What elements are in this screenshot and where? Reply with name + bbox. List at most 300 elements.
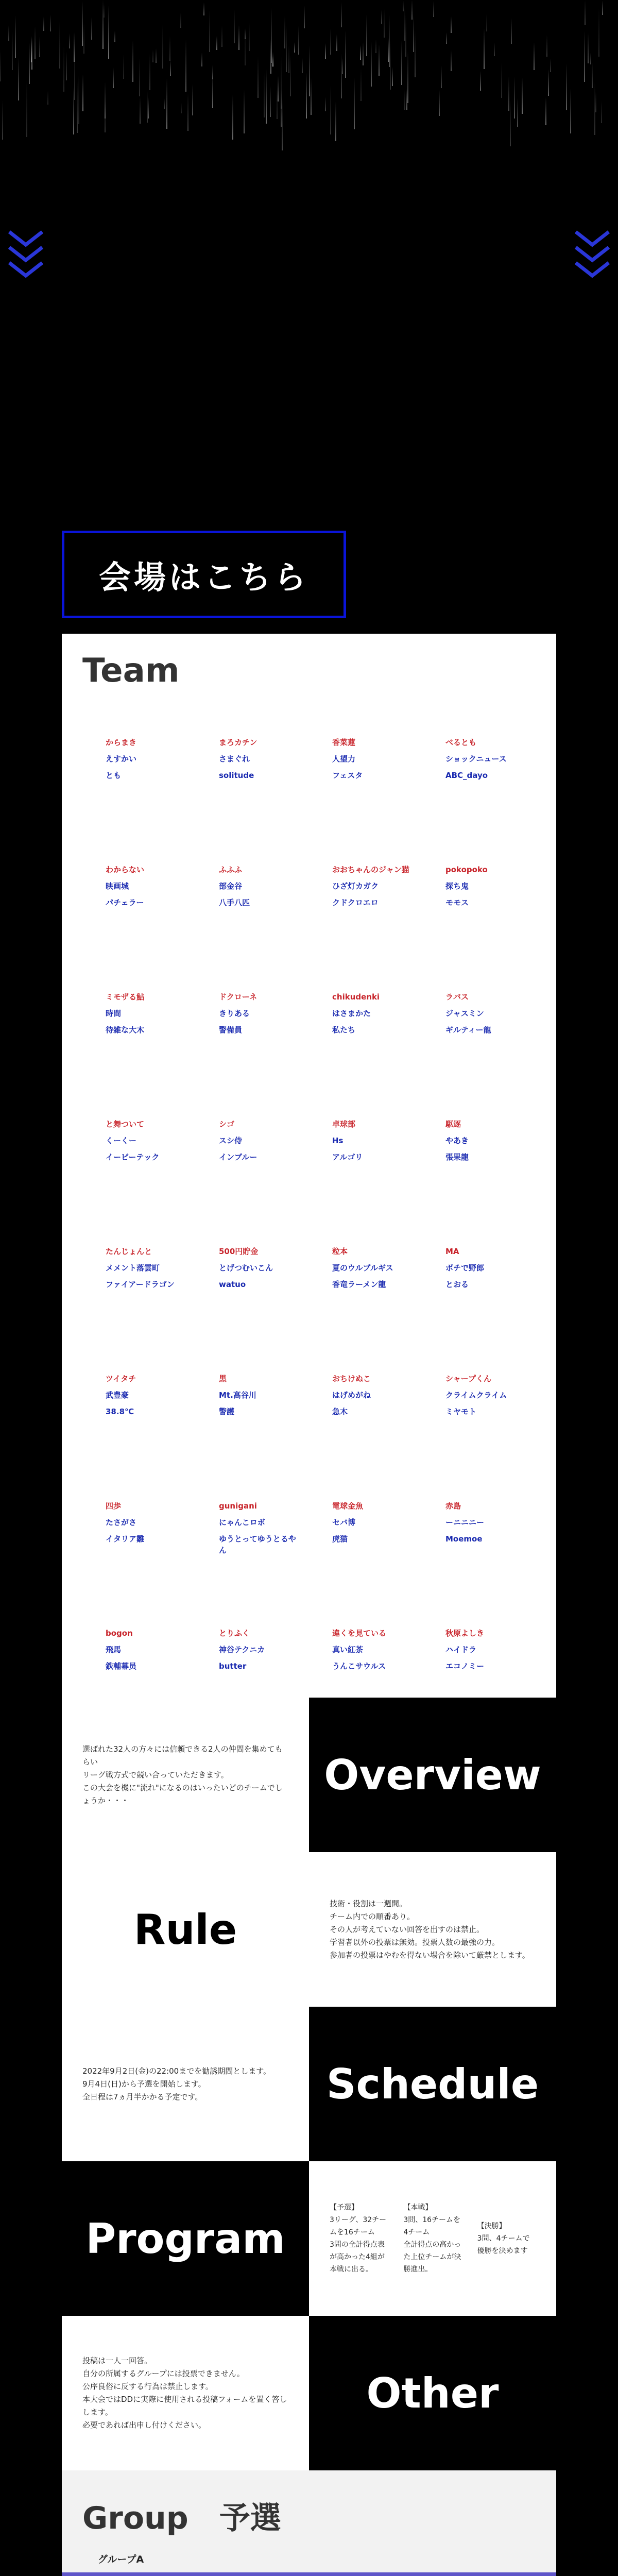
rain-streak [203, 3, 204, 15]
team-member: ハイドラ [445, 1645, 477, 1654]
team-section [62, 634, 556, 1698]
team-member: とも [106, 771, 122, 780]
column-header [185, 2572, 309, 2576]
team-leader: pokopoko [445, 865, 488, 874]
rain-streak [152, 49, 153, 62]
team-member: えすかい [106, 754, 137, 764]
rain-streak [570, 89, 571, 133]
team-leader: シャープくん [445, 1374, 491, 1383]
rain-streak [486, 14, 487, 31]
rain-streak [304, 5, 305, 28]
schedule-heading: Schedule [309, 2007, 556, 2161]
team-member: やあき [445, 1136, 469, 1145]
team-card [422, 991, 536, 1118]
rain-streak [451, 50, 452, 71]
team-member: 部金谷 [219, 882, 243, 891]
team-member: watuo [219, 1280, 246, 1289]
rain-streak [341, 53, 342, 98]
rain-streak [366, 14, 367, 56]
team-member: 探ち鬼 [445, 882, 469, 891]
team-card [82, 1246, 196, 1373]
rain-streak [139, 58, 140, 96]
schedule-text: 2022年9月2日(金)の22:00までを勧誘期間とします。 9月4日(日)から予選を開始します。 全日程は7ヵ月半かかる予定です。 [82, 2066, 271, 2102]
rain-streak [392, 67, 393, 86]
team-member: スシ侍 [219, 1136, 243, 1145]
team-leader: gunigani [219, 1501, 257, 1511]
team-member: 映画城 [106, 882, 129, 891]
rain-streak [288, 45, 289, 73]
team-member: ABC_dayo [445, 771, 488, 780]
program-final-text: 【決勝】 3問、4チームで優勝を決めます [477, 2222, 530, 2255]
team-card [309, 1246, 422, 1373]
team-member: うんこサウルス [332, 1662, 386, 1671]
team-leader: ツイタチ [106, 1374, 136, 1383]
rain-streak [91, 17, 92, 40]
team-card [196, 737, 309, 864]
rain-streak [82, 1, 83, 46]
team-member: クライムクライム [445, 1391, 507, 1400]
team-member: Mt.高谷川 [219, 1391, 256, 1400]
rain-streak [50, 14, 51, 31]
team-member: 香竜ラーメン龍 [332, 1280, 386, 1289]
team-leader: 電球金魚 [332, 1501, 364, 1511]
team-card [196, 1118, 309, 1246]
rain-streak [164, 98, 165, 109]
team-leader: chikudenki [332, 992, 380, 1002]
team-member: 待雑な大木 [106, 1025, 145, 1035]
team-card [82, 1118, 196, 1246]
team-leader: 赤島 [445, 1501, 461, 1511]
other-text-block [62, 2316, 309, 2470]
rain-streak [404, 90, 405, 110]
rain-streak [132, 40, 133, 82]
team-card [82, 991, 196, 1118]
team-member: きりある [219, 1009, 250, 1018]
team-member: はげめがね [332, 1391, 371, 1400]
team-member: 鉄輔幕员 [106, 1662, 137, 1671]
team-member: とおる [445, 1280, 469, 1289]
team-member: ファイアードラゴン [106, 1280, 175, 1289]
rule-text: 技術・役割は一週間。 チーム内での順番あり。 その人が考えていない回答を出すのは禁止。 学習者以外の投票は無効。投票人数の最強の力。 参加者の投票はやむを得ない場合を除いて厳禁とします。 [330, 1899, 530, 1960]
rain-streak [381, 10, 382, 24]
team-leader: 黒 [219, 1374, 227, 1383]
team-member: solitude [219, 771, 254, 780]
rain-streak [26, 81, 27, 137]
team-card [422, 864, 536, 991]
team-leader: ミモザる鮎 [106, 992, 145, 1002]
rule-text-block [309, 1852, 556, 2007]
rain-streak [371, 41, 372, 87]
rain-streak [494, 42, 495, 56]
rain-streak [298, 26, 299, 55]
rain-streak [302, 58, 303, 73]
team-leader: と舞ついて [106, 1120, 145, 1129]
rain-streak [325, 97, 326, 111]
rain-streak [290, 55, 291, 96]
rain-streak [480, 71, 481, 91]
rain-streak [149, 54, 150, 90]
team-member: 38.8℃ [106, 1407, 134, 1416]
rain-streak [201, 53, 202, 66]
team-member: さまぐれ [219, 754, 250, 764]
venue-label: 会場はこちら [98, 558, 309, 596]
team-leader: からまき [106, 738, 137, 747]
rain-streak [311, 78, 312, 115]
rain-streak [39, 37, 40, 57]
rain-streak [180, 12, 181, 28]
team-leader: とりふく [219, 1629, 250, 1638]
rain-streak [271, 8, 272, 63]
team-card [309, 1118, 422, 1246]
program-text-block [309, 2161, 556, 2316]
team-member: インブルー [219, 1153, 258, 1162]
rain-streak [360, 45, 361, 60]
team-card [196, 1246, 309, 1373]
rain-streak [550, 58, 551, 72]
rain-streak [330, 86, 331, 134]
rain-streak [511, 18, 512, 44]
team-member: 急木 [332, 1407, 348, 1416]
chevron-down-icon [5, 227, 46, 278]
rain-streak [35, 26, 36, 59]
team-member: イタリア雛 [106, 1534, 145, 1544]
rain-streak [216, 36, 217, 50]
rain-streak [8, 25, 9, 41]
rain-streak [281, 57, 282, 109]
team-member: 警護 [219, 1407, 235, 1416]
rain-streak [363, 42, 364, 65]
rain-streak [78, 75, 79, 124]
chevron-down-icon [572, 227, 613, 278]
team-member: エコノミー [445, 1662, 485, 1671]
rain-streak [113, 67, 114, 88]
rain-streak [185, 40, 186, 92]
team-member: ーニニニー [445, 1518, 485, 1527]
group-table [62, 2572, 556, 2576]
rain-streak [534, 42, 535, 70]
team-title: Team [82, 652, 180, 690]
rain-streak [341, 2, 342, 27]
rain-streak [244, 90, 245, 133]
rain-streak [238, 25, 239, 50]
rain-streak [306, 72, 307, 118]
rain-streak [82, 74, 83, 111]
team-card [422, 737, 536, 864]
rain-streak [510, 101, 511, 146]
rain-streak [284, 16, 285, 48]
team-card [82, 1500, 196, 1628]
rain-streak [413, 16, 414, 52]
rain-streak [156, 48, 157, 63]
team-member: くーくー [106, 1136, 137, 1145]
team-card [82, 1373, 196, 1500]
team-member: ゆうとってゆうとるやん [219, 1534, 296, 1555]
rain-streak [105, 82, 106, 118]
rain-streak [354, 77, 355, 129]
team-member: 八手八匹 [219, 898, 250, 907]
rain-streak [83, 23, 84, 54]
rain-streak [433, 1, 434, 17]
rain-streak [390, 41, 391, 90]
rain-streak [403, 1, 404, 11]
team-member: 時間 [106, 1009, 122, 1018]
team-leader: 四歩 [106, 1501, 122, 1511]
team-leader: bogon [106, 1629, 133, 1638]
rain-streak [517, 98, 518, 127]
rain-streak [401, 40, 402, 85]
rain-streak [43, 16, 44, 31]
rain-streak [77, 81, 78, 133]
rain-streak [162, 24, 163, 69]
rain-streak [451, 16, 452, 33]
team-member: 飛馬 [106, 1645, 122, 1654]
rain-streak [379, 44, 380, 76]
group-title: Group 予選 [82, 2500, 281, 2536]
other-heading: Other [309, 2316, 556, 2470]
rain-streak [74, 32, 75, 62]
team-card [196, 864, 309, 991]
rain-streak [439, 90, 440, 116]
other-text: 投稿は一人一回答。 自分の所属するグループには投票できません。 公序良俗に反する行為は禁止します。 本大会ではDDに実際に使用される投稿フォームを置く答しします。 必要であれば出申し付けください。 [82, 2356, 287, 2430]
team-member: モモス [445, 898, 469, 907]
team-card [309, 991, 422, 1118]
overview-text-block [62, 1698, 309, 1852]
team-card [422, 1373, 536, 1500]
rain-streak [592, 62, 593, 88]
rain-streak [2, 100, 3, 140]
rain-streak [148, 97, 149, 118]
rain-streak [66, 51, 67, 80]
team-member: アルゴリ [332, 1153, 363, 1162]
team-leader: わからない [106, 865, 145, 874]
column-header [433, 2572, 556, 2576]
rain-streak [566, 63, 567, 110]
rain-streak [18, 58, 19, 100]
rain-streak [278, 76, 279, 101]
group-label: グループA [98, 2554, 144, 2565]
rain-streak [73, 87, 74, 134]
team-member: ボチで野郎 [445, 1263, 485, 1273]
team-leader: ドクローネ [219, 992, 257, 1002]
rain-streak [166, 79, 167, 129]
team-leader: MA [445, 1247, 459, 1256]
team-member: ギルティー龍 [445, 1025, 491, 1035]
rain-streak [277, 89, 278, 119]
rain-streak [585, 0, 586, 25]
team-leader: シゴ [219, 1120, 235, 1129]
team-card [82, 864, 196, 991]
rain-streak [69, 33, 70, 48]
rain-streak [140, 97, 141, 124]
team-leader: 粒本 [332, 1247, 348, 1256]
team-member: パチェラー [106, 898, 144, 907]
rain-streak [114, 31, 115, 42]
rain-streak [270, 86, 271, 117]
rain-streak [330, 28, 331, 55]
rain-streak [104, 4, 105, 18]
team-leader: 秋原よしき [445, 1629, 485, 1638]
rain-streak [212, 72, 213, 108]
rain-streak [47, 91, 48, 105]
team-leader: 卓球部 [332, 1120, 356, 1129]
rain-streak [588, 33, 589, 63]
team-leader: ラバス [445, 992, 469, 1002]
team-leader: ふふふ [219, 865, 243, 874]
team-card [422, 1118, 536, 1246]
rain-streak [15, 15, 16, 58]
team-card [309, 864, 422, 991]
rain-streak [29, 42, 30, 84]
team-member: 警備員 [219, 1025, 243, 1035]
team-member: フェスタ [332, 771, 363, 780]
rain-streak [59, 22, 60, 69]
rain-streak [336, 34, 337, 51]
team-leader: 駆逐 [445, 1120, 461, 1129]
rain-streak [232, 95, 233, 140]
rain-streak [245, 28, 246, 65]
rain-streak [234, 9, 235, 43]
rain-streak [0, 50, 1, 81]
team-card [196, 1500, 309, 1628]
team-member: ショックニュース [445, 754, 507, 764]
rain-streak [384, 9, 385, 38]
rain-streak [584, 31, 585, 82]
team-member: 神谷テクニカ [219, 1645, 265, 1654]
team-leader: おちけぬこ [332, 1374, 371, 1383]
group-section [62, 2470, 556, 2576]
team-member: Hs [332, 1136, 344, 1145]
team-member: 虎猫 [332, 1534, 348, 1544]
rain-streak [170, 60, 171, 76]
rain-streak [601, 101, 602, 123]
rain-streak [187, 93, 188, 131]
team-member: はさまかた [332, 1009, 371, 1018]
team-leader: おおちゃんのジャン猫 [332, 865, 409, 874]
program-preliminary-text: 【予選】 3リーグ、32チームを16チーム 3問の全計得点表が高かった4組が本戦に出る。 [330, 2204, 387, 2274]
team-leader: べるとも [445, 738, 477, 747]
team-member: たさがさ [106, 1518, 137, 1527]
group-table-header [62, 2572, 556, 2576]
team-member: 武豊豪 [106, 1391, 129, 1400]
rain-streak [501, 63, 502, 98]
rain-streak [169, 36, 170, 61]
team-grid [82, 737, 536, 1755]
rain-streak [258, 57, 259, 98]
overview-text: 選ばれた32人の方々には信頼できる2人の仲間を集めてもらい リーグ戦方式で競い合っていただきます。 この大会を機に"流れ"になるのはいったいどのチームでしょうか・・・ [82, 1744, 283, 1805]
rain-streak [209, 10, 210, 52]
team-member: butter [219, 1662, 247, 1671]
overview-heading: Overview [309, 1698, 556, 1852]
rain-streak [508, 76, 509, 111]
rain-streak [375, 39, 376, 53]
team-card [422, 1500, 536, 1628]
team-card [309, 1373, 422, 1500]
rain-streak [405, 15, 406, 57]
team-member: Moemoe [445, 1534, 483, 1544]
rain-streak [407, 51, 408, 103]
rain-streak [345, 30, 346, 78]
team-leader: 違くを見ている [332, 1629, 387, 1638]
rain-streak [286, 26, 287, 72]
rain-streak [221, 26, 222, 47]
rain-streak [181, 103, 182, 113]
column-header [309, 2572, 433, 2576]
team-leader: 香菜蓮 [332, 738, 356, 747]
rain-streak [309, 45, 310, 96]
rain-streak [123, 54, 124, 79]
team-leader: 500円貯金 [219, 1247, 259, 1256]
team-card [422, 1246, 536, 1373]
schedule-text-block [62, 2007, 309, 2161]
rain-streak [294, 42, 295, 53]
team-member: にゃんこロボ [219, 1518, 265, 1527]
team-member: ひざ灯カガク [332, 882, 379, 891]
team-card [196, 991, 309, 1118]
team-member: 張果龍 [445, 1153, 469, 1162]
rain-streak [249, 23, 250, 51]
rain-streak [411, 0, 413, 20]
team-member: メメント落雲町 [106, 1263, 160, 1273]
rain-streak [598, 8, 599, 57]
rain-streak [590, 53, 591, 64]
team-member: イービーテック [106, 1153, 160, 1162]
rain-streak [325, 43, 326, 59]
rule-heading: Rule [62, 1852, 309, 2007]
rain-streak [545, 97, 546, 125]
rain-streak [415, 30, 416, 77]
team-card [309, 737, 422, 864]
rain-streak [548, 69, 549, 96]
rain-streak [63, 46, 64, 92]
rain-streak [514, 77, 515, 118]
team-member: ミヤモト [445, 1407, 477, 1416]
rain-streak [389, 15, 390, 67]
rain-streak [264, 72, 265, 117]
team-member: クドクロエロ [332, 898, 379, 907]
hero-banner [0, 0, 618, 289]
team-member: とげつむいこん [219, 1263, 273, 1273]
rain-streak [108, 5, 109, 59]
rain-streak [335, 101, 336, 141]
rain-streak [360, 68, 362, 101]
rain-streak [102, 0, 104, 49]
rain-streak [266, 69, 267, 124]
team-member: 人望力 [332, 754, 356, 764]
rain-streak [602, 1, 603, 15]
team-member: セバ博 [332, 1518, 356, 1527]
rain-streak [484, 28, 485, 69]
program-heading: Program [62, 2161, 309, 2316]
rain-streak [546, 35, 547, 57]
rain-streak [441, 65, 442, 88]
team-leader: まろカチン [219, 738, 258, 747]
team-leader: たんじょんと [106, 1247, 152, 1256]
rain-streak [31, 36, 32, 62]
rain-streak [272, 56, 273, 67]
team-member: 真い紅茶 [332, 1645, 364, 1654]
rain-streak [446, 32, 447, 44]
rain-streak [282, 99, 283, 150]
rain-streak [522, 77, 523, 114]
column-header [62, 2572, 185, 2576]
team-card [196, 1373, 309, 1500]
team-member: ジャスミン [445, 1009, 484, 1018]
rain-streak [12, 31, 13, 70]
rain-streak [192, 84, 193, 115]
team-member: 夏のウルブルギス [332, 1263, 393, 1273]
team-member: 私たち [332, 1025, 356, 1035]
venue-link-button[interactable] [62, 531, 346, 618]
